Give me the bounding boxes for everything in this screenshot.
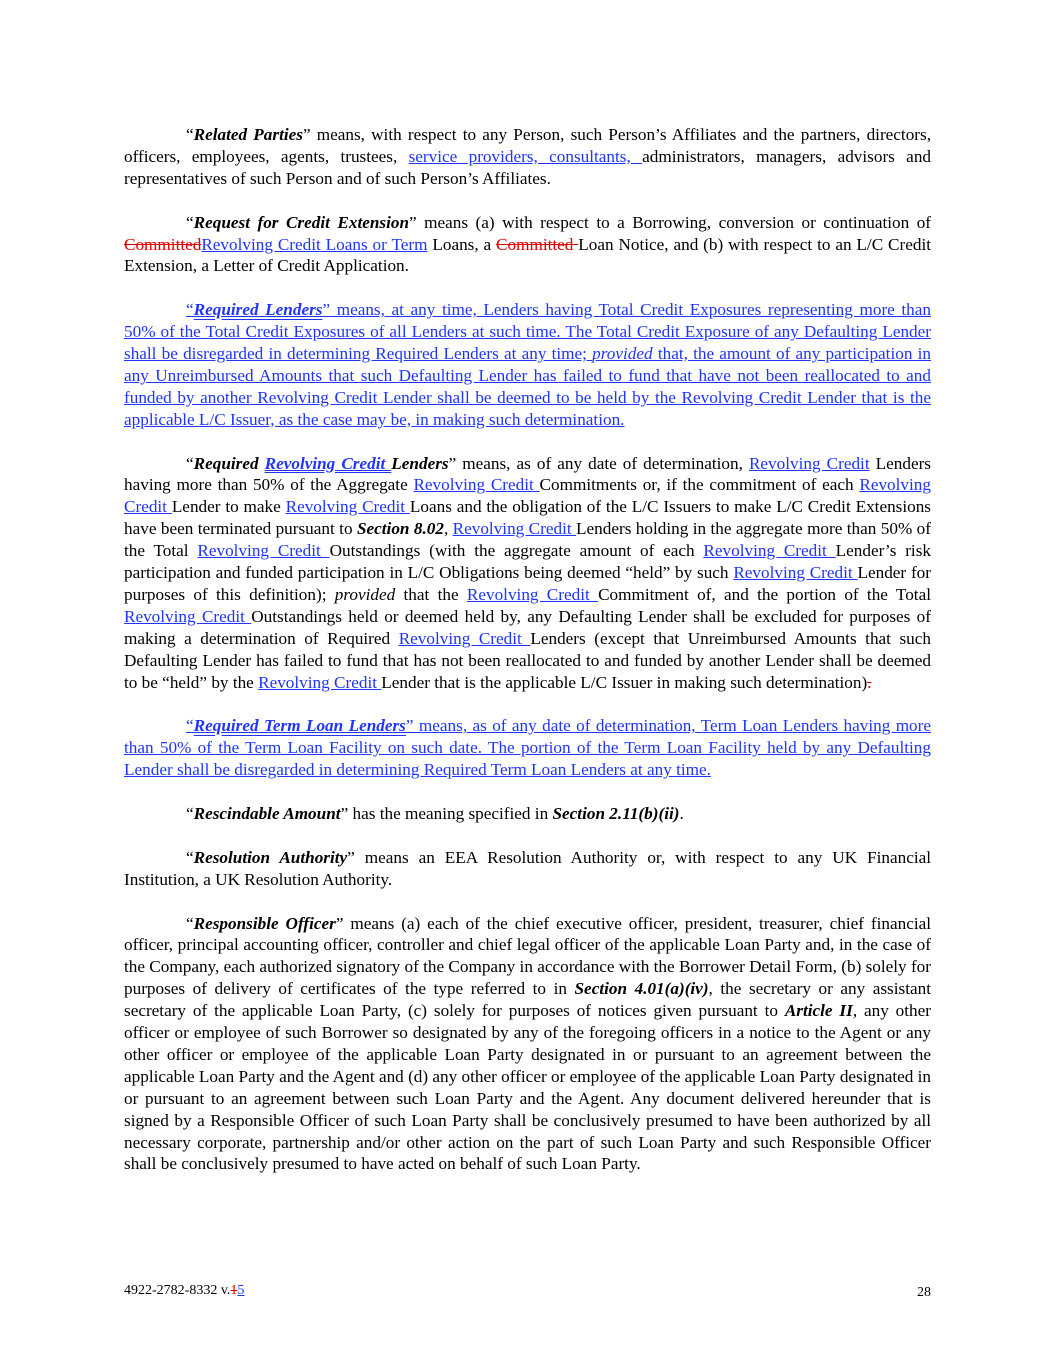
quote: “ [186, 913, 194, 933]
definition-required-term-loan-lenders [124, 715, 931, 781]
definition-text: Lender for purposes of this definition); [124, 563, 931, 604]
definition-text: Lender’s risk participation and funded participation in L/C Obligations being deemed “held” by such [124, 541, 931, 583]
quote: “ [186, 212, 194, 232]
deleted-version: 1 [230, 1283, 238, 1298]
definition-text: , [443, 519, 453, 539]
inserted-text: Revolving Credit [703, 541, 836, 561]
page-number: 28 [917, 1285, 931, 1300]
inserted-text: Revolving Credit [197, 541, 330, 561]
definition-text: Loan Notice, and (b) with respect to an L/C Credit Extension, a Letter of Credit Application. [124, 234, 932, 276]
inserted-text: Revolving Credit [124, 606, 252, 626]
definition-responsible-officer [124, 913, 931, 1176]
quote: “ [186, 125, 194, 144]
inserted-text: Revolving Credit [748, 453, 870, 473]
document-id-text: 4922-2782-8332 v. [124, 1283, 231, 1298]
definition-text: administrators, managers, advisors and representatives of such Person and of such Person’s Affiliates. [124, 146, 932, 188]
definition-text: Outstandings (with the aggregate amount of each [329, 541, 704, 561]
defined-term-inserted: Revolving Credit [264, 453, 392, 473]
inserted-text: Revolving Credit [733, 563, 858, 583]
definition-text: Lender to make [171, 497, 286, 517]
definition-text: ” means, with respect to any Person, such Person’s Affiliates and the partners, directors, officers, employees, agents, trustees, [124, 125, 931, 166]
definition-required-lenders [124, 299, 931, 430]
inserted-version: 5 [237, 1283, 245, 1298]
definition-resolution-authority [124, 847, 931, 891]
definition-text: , the secretary or any assistant secretary of the applicable Loan Party, (c) solely for purposes of notices given pursuant to [124, 979, 931, 1021]
quote: “ [186, 716, 194, 736]
defined-term: Lenders [391, 453, 449, 473]
deleted-text: . [867, 672, 872, 692]
defined-term: Rescindable Amount [193, 804, 341, 824]
definition-text: Commitment of, and the portion of the Total [598, 584, 931, 604]
inserted-text: Revolving Credit [258, 672, 382, 692]
defined-term: Resolution Authority [193, 847, 348, 867]
section-reference: Section 2.11(b)(ii) [552, 804, 680, 824]
definition-text: that the [395, 584, 467, 604]
definition-text: ” means, as of any date of determination, [448, 453, 749, 473]
italic-text: provided [592, 344, 653, 364]
definition-text: Outstandings held or deemed held by, any Defaulting Lender shall be excluded for purposes of making a determination of Required [124, 606, 931, 648]
article-reference: Article II [784, 1001, 853, 1021]
quote: “ [186, 453, 194, 473]
inserted-text: Revolving Credit [452, 519, 577, 539]
definition-text: ” means, as of any date of determination, Term Loan Lenders having more than 50% of the Term Loan Facility on such date. The portion of the Term Loan Facility held by any Defaulting Lender shall be disregarded in determining Required Term Loan Lenders at any time. [124, 716, 932, 780]
inserted-text: Revolving Credit Loans or Term [201, 234, 428, 254]
definition-text: ” means, at any time, Lenders having Total Credit Exposures representing more than 50% of the Total Credit Exposures of all Lenders at such time. The Total Credit Exposure of any Defaulting Lender shall be disregarded in determining Required Lenders at any time; [124, 300, 931, 364]
defined-term: Required Term Loan Lenders [193, 716, 406, 736]
definition-required-revolving-credit-lenders [124, 453, 931, 694]
section-reference: Section 8.02 [356, 519, 444, 539]
defined-term: Related Parties [193, 125, 303, 144]
footer-document-id [124, 1283, 244, 1299]
document-body [124, 124, 931, 1197]
definition-text: that, the amount of any participation in any Unreimbursed Amounts that such Defaulting Lender has failed to fund that have not been reallocated to and funded by another Revolving Credit Lender shall be deemed to be held by the Revolving Credit Lender that is the applicable L/C Issuer, as the case may be, in making such determination. [124, 344, 931, 429]
definition-text: Lenders having more than 50% of the Aggregate [124, 453, 931, 495]
defined-term: Request for Credit Extension [193, 212, 410, 232]
defined-term: Required Lenders [193, 300, 323, 320]
definition-text: ” means (a) with respect to a Borrowing, conversion or continuation of [409, 212, 932, 232]
italic-text: provided [334, 584, 396, 604]
definition-related-parties [124, 124, 931, 190]
definition-text: Loans, a [427, 234, 497, 254]
definition-rescindable-amount [124, 803, 931, 825]
inserted-text: Revolving Credit [124, 475, 931, 517]
deleted-text: Committed [496, 234, 579, 254]
inserted-text: Revolving Credit [466, 584, 599, 604]
quote: “ [186, 847, 194, 867]
inserted-text: service providers, consultants, [408, 146, 643, 166]
quote: “ [186, 300, 194, 320]
inserted-text: Revolving Credit [398, 628, 531, 648]
definition-request-for-credit-extension [124, 212, 931, 278]
defined-term: Required [193, 453, 265, 473]
inserted-text: Revolving Credit [285, 497, 410, 517]
definition-text: , any other officer or employee of such Borrower so designated by any of the foregoing officers in a notice to the Agent or any other officer or employee of the applicable Loan Party designated in or pursuant to an agreement between the applicable Loan Party and the Agent and (d) any other officer or employee of the applicable Loan Party designated in or pursuant to an agreement between such Loan Party and the Agent. Any document delivered hereunder that is signed by a Responsible Officer of such Loan Party shall be conclusively presumed to have been authorized by all necessary corporate, partnership and/or other action on the part of such Loan Party and such Responsible Officer shall be conclusively presumed to have acted on behalf of such Loan Party. [124, 1001, 931, 1174]
inserted-text: Revolving Credit [413, 475, 540, 495]
definition-text: Lender that is the applicable L/C Issuer in making such determination) [381, 672, 868, 692]
definition-text: ” has the meaning specified in [340, 804, 553, 824]
deleted-text: Committed [124, 234, 202, 254]
definition-text: Loans and the obligation of the L/C Issuers to make L/C Credit Extensions have been terminated pursuant to [124, 497, 932, 539]
definition-text: Commitments or, if the commitment of each [539, 475, 860, 495]
defined-term: Responsible Officer [193, 913, 336, 933]
definition-text: Lenders holding in the aggregate more than 50% of the Total [124, 519, 931, 561]
definition-text: Lenders (except that Unreimbursed Amounts that such Defaulting Lender has failed to fund that has not been reallocated to and funded by another Lender shall be deemed to be “held” by the [124, 628, 931, 692]
definition-text: ” means (a) each of the chief executive officer, president, treasurer, chief financial officer, principal accounting officer, controller and chief legal officer of the applicable Loan Party and, in the case of the Company, each authorized signatory of the Company in accordance with the Borrower Detail Form, (b) solely for purposes of delivery of certificates of the type referred to in [124, 913, 931, 999]
definition-text: ” means an EEA Resolution Authority or, with respect to any UK Financial Institution, a UK Resolution Authority. [124, 847, 931, 889]
section-reference: Section 4.01(a)(iv) [574, 979, 709, 999]
quote: “ [186, 804, 194, 824]
definition-text: . [679, 804, 684, 824]
